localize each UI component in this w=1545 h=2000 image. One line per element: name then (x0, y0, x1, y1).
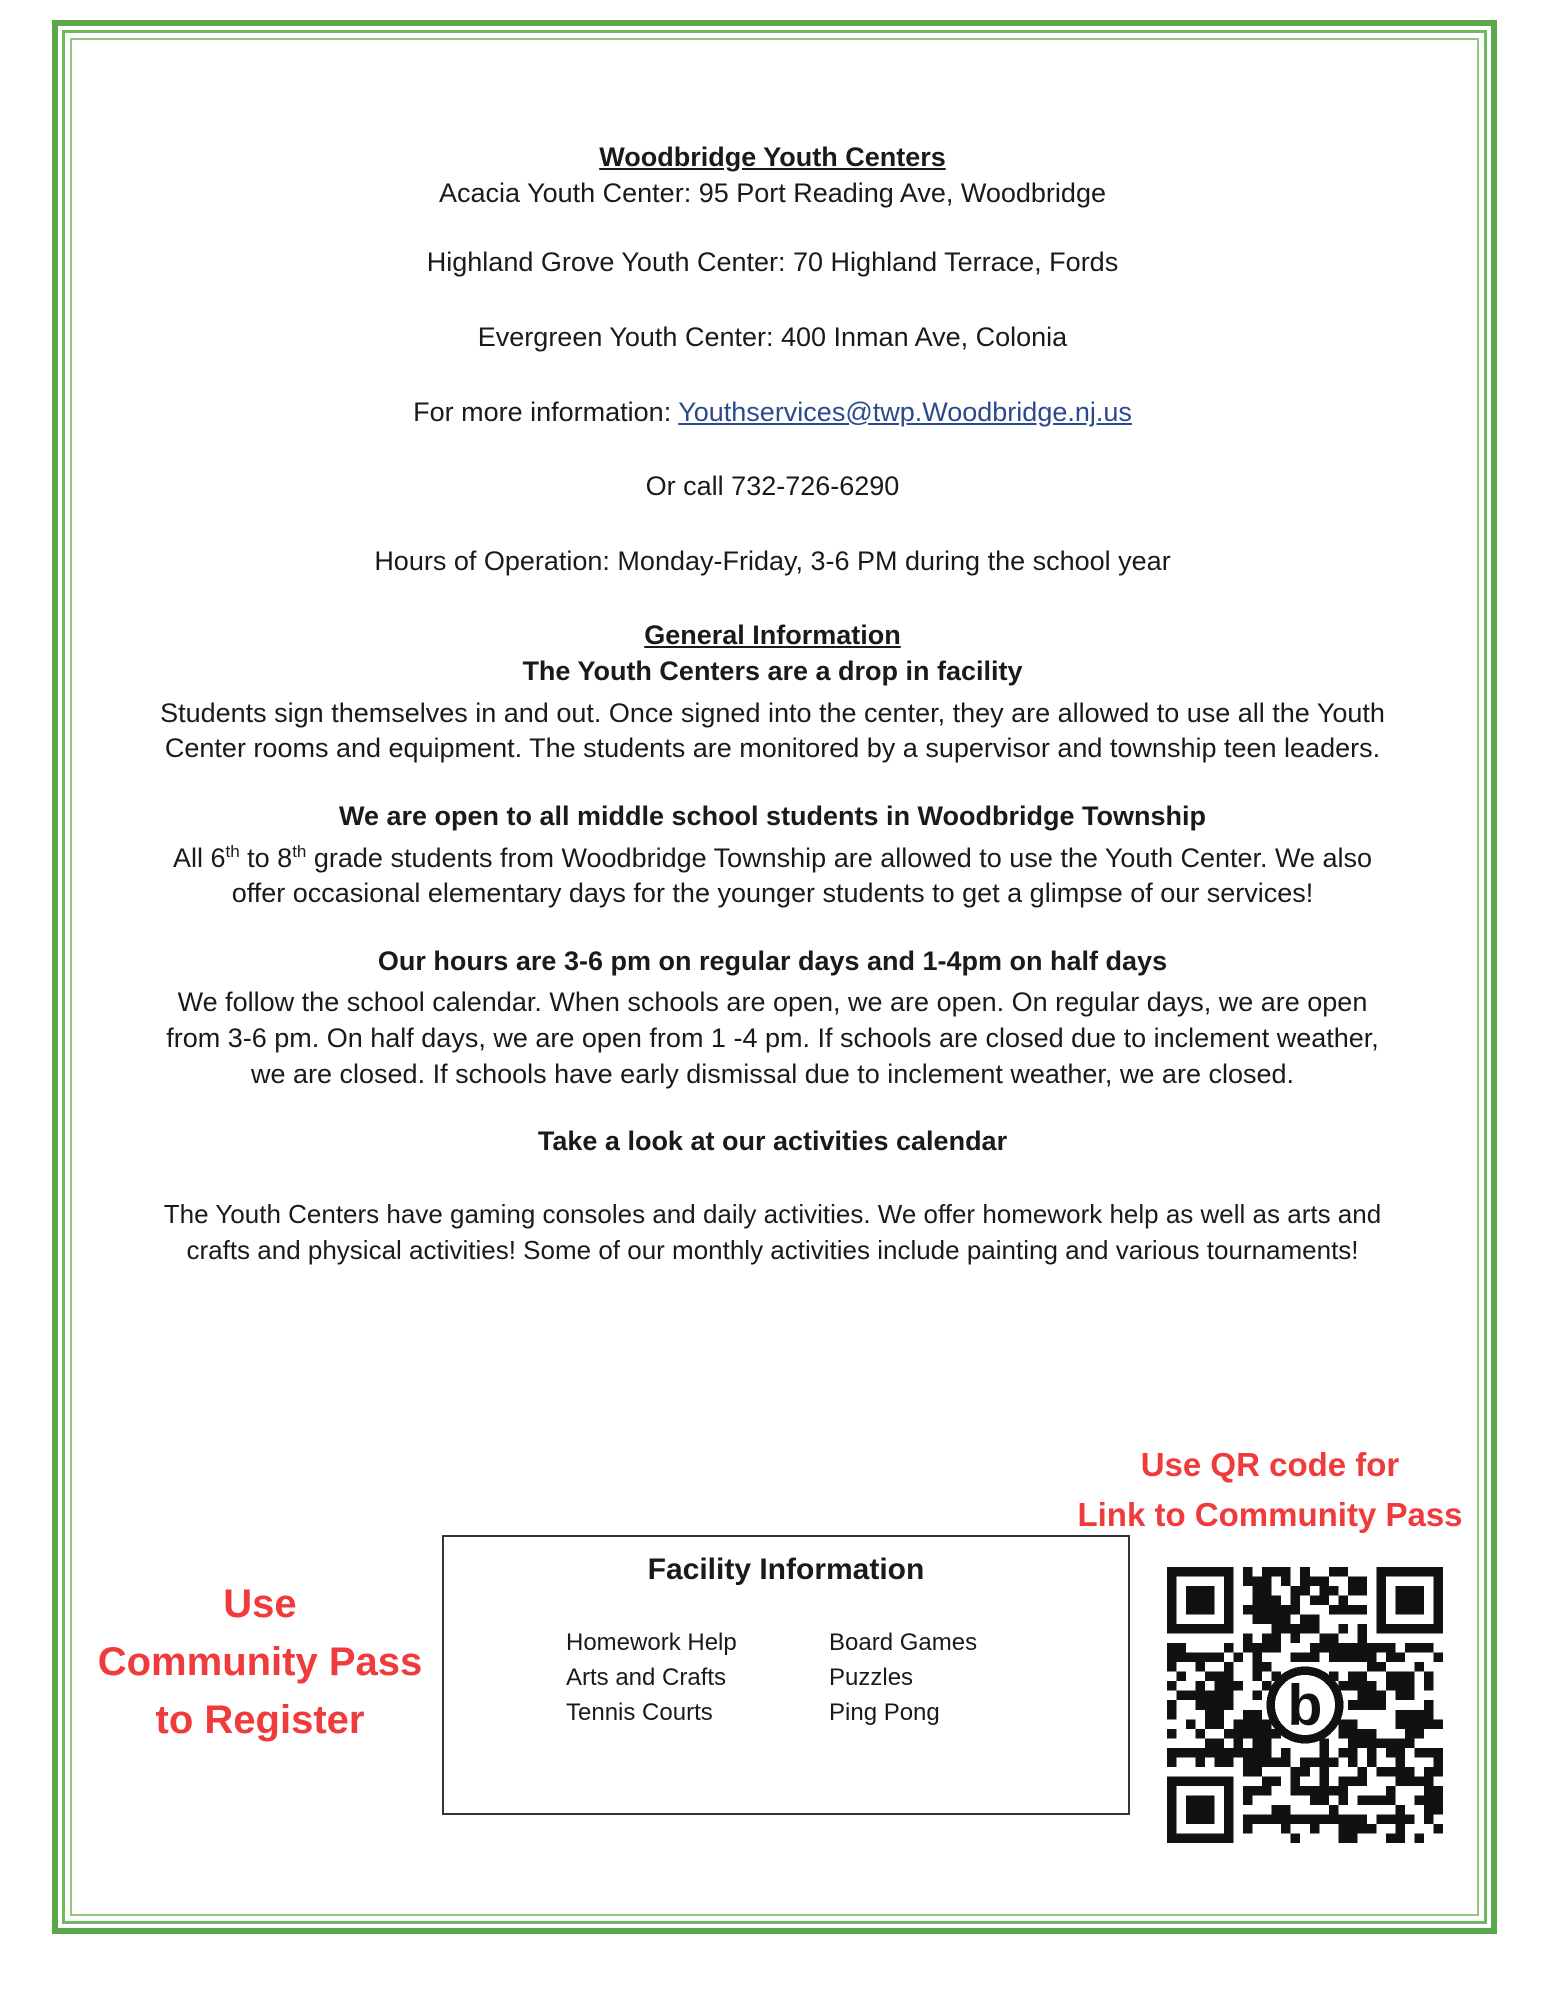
more-info-line (150, 395, 1395, 431)
qr-callout: Use QR code for Link to Community Pass (1077, 1446, 1463, 1533)
center-address-evergreen: Evergreen Youth Center: 400 Inman Ave, Colonia (477, 321, 1068, 352)
facility-info-title: Facility Information (647, 1553, 925, 1586)
hours-line: Hours of Operation: Monday-Friday, 3-6 PM during the school year (374, 545, 1171, 576)
register-callout: Use Community Pass to Register (97, 1582, 423, 1742)
facility-list-right (829, 1625, 977, 1730)
facility-item: Homework Help (566, 1629, 737, 1656)
facility-item: Puzzles (829, 1664, 914, 1691)
calendar-heading: Take a look at our activities calendar (537, 1126, 1008, 1157)
facility-list-left (566, 1625, 737, 1730)
eligibility-body: All 6th to 8th grade students from Woodbridge Township are allowed to use the Youth Center. We also offer occasional elementary days for the younger students to get a glimpse of our services! (172, 841, 1373, 909)
qr-center-logo: b (1287, 1673, 1323, 1738)
facility-item: Board Games (829, 1629, 978, 1656)
hours-heading: Our hours are 3-6 pm on regular days and 1-4pm on half days (377, 945, 1168, 976)
facility-item: Ping Pong (829, 1699, 940, 1726)
general-info-heading: General Information (644, 620, 901, 651)
drop-in-heading: The Youth Centers are a drop in facility (522, 656, 1023, 686)
facility-item: Arts and Crafts (566, 1664, 727, 1691)
more-info-label: For more information: (413, 396, 679, 427)
center-address-highland-grove: Highland Grove Youth Center: 70 Highland Terrace, Fords (426, 247, 1119, 278)
email-link[interactable]: Youthservices@twp.Woodbridge.nj.us (678, 396, 1132, 427)
facility-item: Tennis Courts (566, 1699, 713, 1726)
facility-info-box (442, 1535, 1130, 1815)
phone-line: Or call 732-726-6290 (645, 471, 900, 502)
eligibility-heading: We are open to all middle school students in Woodbridge Township (338, 800, 1207, 831)
hours-body: We follow the school calendar. When schools are open, we are open. On regular days, we are open from 3-6 pm. On half days, we are open from 1 -4 pm. If schools are closed due to inclement weather, we are closed. If schools have early dismissal due to inclement weather, we are closed. (166, 987, 1379, 1089)
page-title: Woodbridge Youth Centers (599, 142, 946, 172)
activities-body: The Youth Centers have gaming consoles and daily activities. We offer homework help as well as arts and crafts and physical activities! Some of our monthly activities include painting and various tournaments! (163, 1198, 1382, 1266)
qr-code-icon[interactable] (1167, 1567, 1443, 1843)
flyer-content (150, 140, 1395, 1269)
center-address-acacia: Acacia Youth Center: 95 Port Reading Ave, Woodbridge (439, 177, 1106, 208)
drop-in-body: Students sign themselves in and out. Once signed into the center, they are allowed to use all the Youth Center rooms and equipment. The students are monitored by a supervisor and township teen leaders. (160, 697, 1385, 764)
